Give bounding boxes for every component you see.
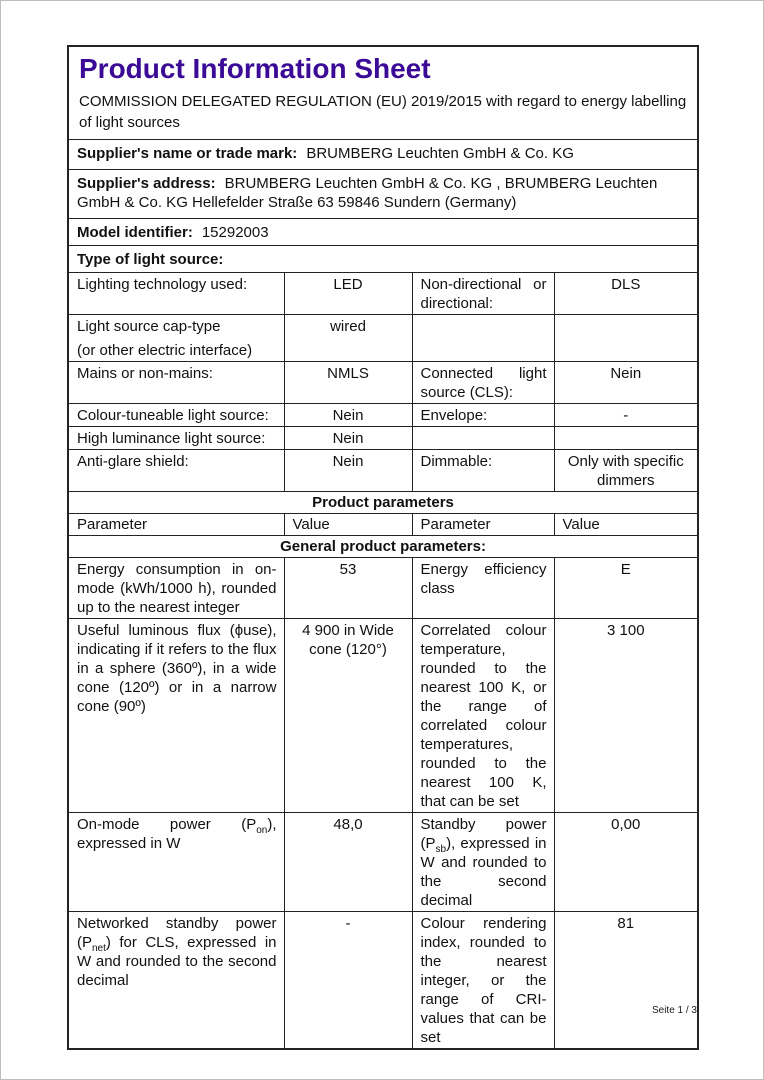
param-cell [412,813,554,912]
param-cell [412,315,554,362]
param-cell [412,427,554,450]
product-parameters-header: Product parameters [68,492,698,514]
param-cell: Correlated colour temperature, rounded to the nearest 100 K, or the range of correlated colour temperatures, rounded to the nearest 100 K, that can be set [412,619,554,813]
type-of-light-source-row [68,246,698,273]
value-cell [554,427,698,450]
title-row [68,46,698,140]
param-cell: Anti-glare shield: [68,450,284,492]
value-cell: Only with specific dimmers [554,450,698,492]
param-cell [68,813,284,912]
param-cell: Dimmable: [412,450,554,492]
table-row [68,813,698,912]
param-cell: Lighting technology used: [68,273,284,315]
value-cell: 0,00 [554,813,698,912]
param-cell: Colour rendering index, rounded to the nearest integer, or the range of CRI-values that can be set [412,912,554,1050]
table-row [68,273,698,315]
param-cell: High luminance light source: [68,427,284,450]
column-header-row [68,514,698,536]
page-title: Product Information Sheet [79,53,431,84]
param-cell: Colour-tuneable light source: [68,404,284,427]
param-cell: Mains or non-mains: [68,362,284,404]
value-cell: Nein [554,362,698,404]
cap-type-line2: (or other electric interface) [77,342,253,359]
supplier-name-value: BRUMBERG Leuchten GmbH & Co. KG [306,145,574,162]
type-of-light-source-label: Type of light source: [77,251,224,268]
page-number: Seite 1 / 3 [651,1005,697,1016]
value-cell: 3 100 [554,619,698,813]
subscript: sb [435,844,447,855]
table-row [68,558,698,619]
value-cell: 4 900 in Wide cone (120°) [284,619,412,813]
model-identifier-cell [68,219,698,246]
value-cell: Nein [284,450,412,492]
param-cell: Envelope: [412,404,554,427]
value-cell: 81 [554,912,698,1050]
model-identifier-value: 15292003 [201,224,269,241]
column-header: Parameter [412,514,554,536]
value-cell: - [284,912,412,1050]
table-row [68,912,698,1050]
model-identifier-label: Model identifier: [77,224,193,241]
param-cell: Energy efficiency class [412,558,554,619]
subscript: net [92,943,106,954]
column-header: Parameter [68,514,284,536]
value-cell: wired [284,315,412,362]
supplier-address-cell [68,170,698,219]
section-header-row [68,536,698,558]
table-row [68,362,698,404]
value-cell: 53 [284,558,412,619]
param-cell [68,315,284,362]
section-header-row [68,492,698,514]
supplier-name-cell [68,140,698,170]
param-text: ), expressed in W [77,816,277,852]
value-cell [554,315,698,362]
supplier-address-value: BRUMBERG Leuchten GmbH & Co. KG , BRUMBERG Leuchten GmbH & Co. KG Hellefelder Straße 63 59846 Sundern (Germany) [77,175,658,211]
param-text: Networked standby power (P [77,915,277,951]
param-cell: Energy consumption in on-mode (kWh/1000 h), rounded up to the nearest integer [68,558,284,619]
value-cell: DLS [554,273,698,315]
type-of-light-source-cell [68,246,698,273]
cap-type-line1: Light source cap-type [77,318,221,335]
param-cell [68,912,284,1050]
value-cell: E [554,558,698,619]
param-text: ), expressed in W and rounded to the second decimal [420,835,547,909]
table-row [68,450,698,492]
value-cell: Nein [284,427,412,450]
supplier-address-label: Supplier's address: [77,175,216,192]
value-cell: NMLS [284,362,412,404]
model-identifier-row [68,219,698,246]
column-header: Value [554,514,698,536]
value-cell: - [554,404,698,427]
column-header: Value [284,514,412,536]
table-row [68,427,698,450]
table-row [68,315,698,362]
regulation-subtitle: COMMISSION DELEGATED REGULATION (EU) 2019/2015 with regard to energy labelling of light sources [79,93,687,131]
param-cell: Non-directional or directional: [412,273,554,315]
supplier-name-label: Supplier's name or trade mark: [77,145,298,162]
table-row [68,404,698,427]
param-cell: Connected light source (CLS): [412,362,554,404]
param-text: On-mode power (P [77,816,257,833]
table-row [68,619,698,813]
param-cell: Useful luminous flux (ϕuse), indicating if it refers to the flux in a sphere (360º), in a wide cone (120º) or in a narrow cone (90º) [68,619,284,813]
param-text: ) for CLS, expressed in W and rounded to the second decimal [77,934,277,989]
value-cell: Nein [284,404,412,427]
title-cell [68,46,698,140]
subscript: on [256,825,268,836]
general-parameters-header: General product parameters: [68,536,698,558]
product-information-table [67,45,699,1050]
supplier-address-row [68,170,698,219]
value-cell: LED [284,273,412,315]
value-cell: 48,0 [284,813,412,912]
param-text: Standby power (P [420,816,547,852]
supplier-name-row [68,140,698,170]
